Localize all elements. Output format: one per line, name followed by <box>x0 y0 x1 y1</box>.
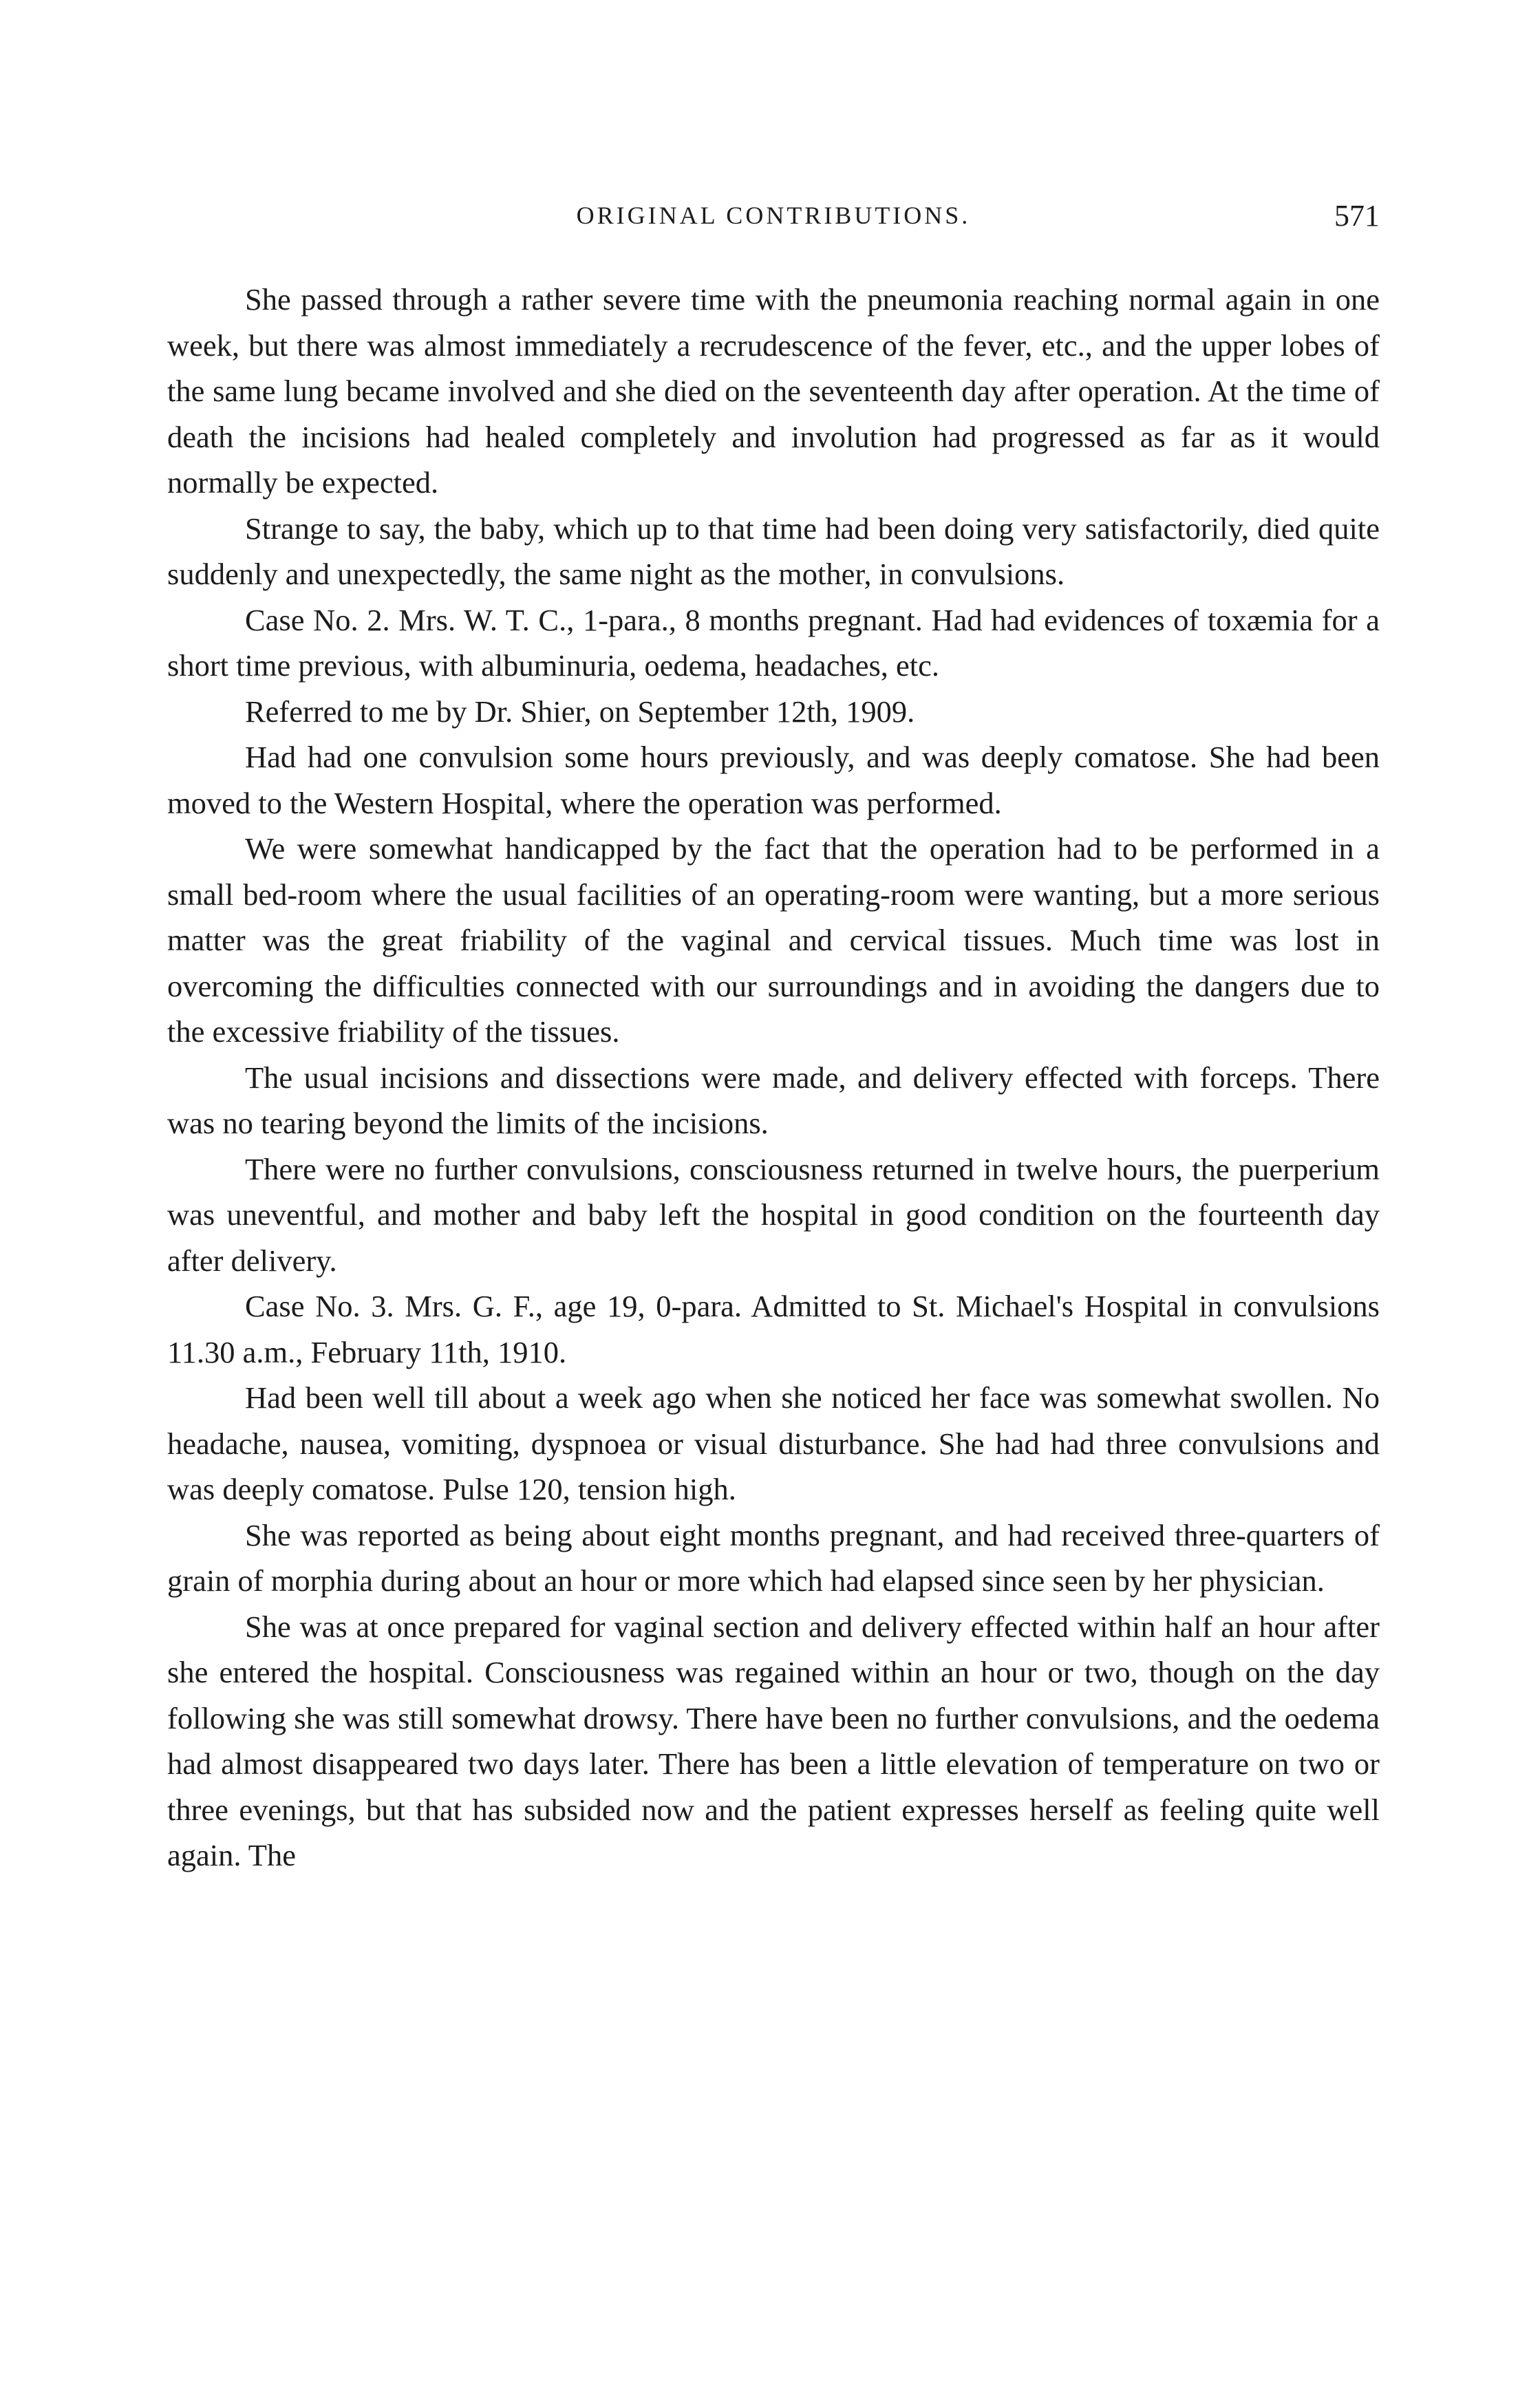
body-text <box>167 277 1380 1879</box>
page-header <box>167 198 1380 239</box>
paragraph: Had had one convulsion some hours previously, and was deeply comatose. She had been moved to the Western Hospital, where the operation was performed. <box>167 740 1380 820</box>
paragraph: She was at once prepared for vaginal section and delivery effected within half an hour after she entered the hospital. Consciousness was regained within an hour or two, though on the day following she was still somewhat drowsy. There have been no further convulsions, and the oedema had almost disappeared two days later. There has been a little elevation of temperature on two or three evenings, but that has subsided now and the patient expresses herself as feeling quite well again. The <box>167 1609 1380 1872</box>
page-number: 571 <box>1334 199 1380 233</box>
paragraph: There were no further convulsions, consciousness returned in twelve hours, the puerperium was uneventful, and mother and baby left the hospital in good condition on the fourteenth day after delivery. <box>167 1151 1380 1278</box>
paragraph: She passed through a rather severe time with the pneumonia reaching normal again in one week, but there was almost immediately a recrudescence of the fever, etc., and the upper lobes of the same lung became involved and she died on the seventeenth day after operation. At the time of death the incisions had healed completely and involution had progressed as far as it would normally be expected. <box>167 282 1380 500</box>
paragraph: Had been well till about a week ago when she noticed her face was somewhat swollen. No headache, nausea, vomiting, dyspnoea or visual disturbance. She had had three convulsions and was deeply comatose. Pulse 120, tension high. <box>167 1380 1380 1506</box>
paragraph: Case No. 3. Mrs. G. F., age 19, 0-para. Admitted to St. Michael's Hospital in convulsions 11.30 a.m., February 11th, 1910. <box>167 1289 1380 1369</box>
paragraph: The usual incisions and dissections were made, and delivery effected with forceps. There was no tearing beyond the limits of the incisions. <box>167 1060 1380 1140</box>
paragraph: Case No. 2. Mrs. W. T. C., 1-para., 8 months pregnant. Had had evidences of toxæmia for a short time previous, with albuminuria, oedema, headaches, etc. <box>167 602 1380 683</box>
paragraph: We were somewhat handicapped by the fact that the operation had to be performed in a small bed-room where the usual facilities of an operating-room were wanting, but a more serious matter was the great friability of the vaginal and cervical tissues. Much time was lost in overcoming the difficulties connected with our surroundings and in avoiding the dangers due to the excessive friability of the tissues. <box>167 831 1380 1049</box>
paragraph: Strange to say, the baby, which up to that time had been doing very satisfactorily, died quite suddenly and unexpectedly, the same night as the mother, in convulsions. <box>167 511 1380 591</box>
running-title: ORIGINAL CONTRIBUTIONS. <box>576 202 971 229</box>
paragraph: Referred to me by Dr. Shier, on September 12th, 1909. <box>245 694 915 729</box>
paragraph: She was reported as being about eight months pregnant, and had received three-quarters of grain of morphia during about an hour or more which had elapsed since seen by her physician. <box>167 1517 1380 1598</box>
